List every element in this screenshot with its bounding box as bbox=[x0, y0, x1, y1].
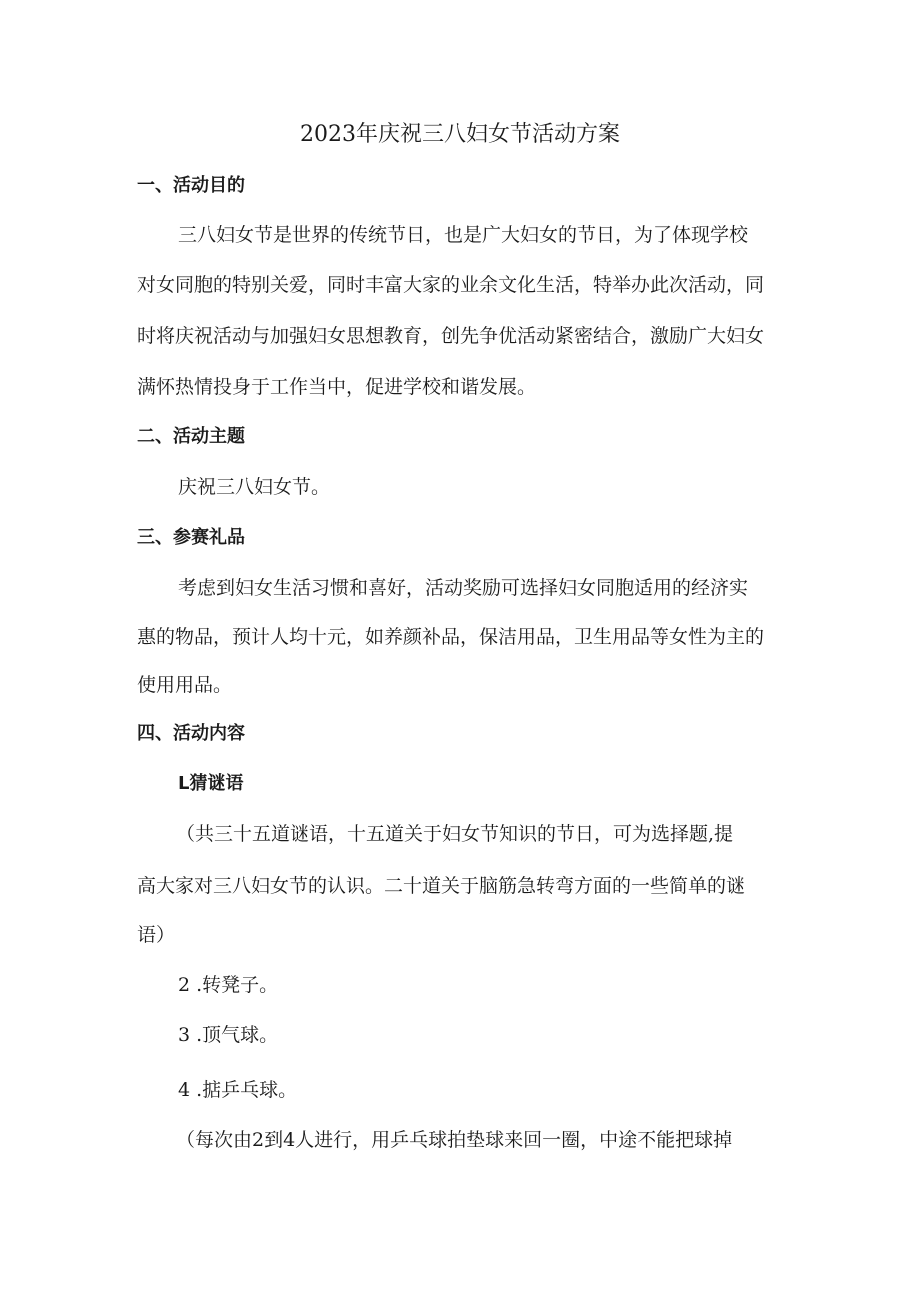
subheading-riddles: L猜谜语 bbox=[178, 773, 244, 794]
paragraph-line: 惠的物品，预计人均十元，如养颜补品，保洁用品，卫生用品等女性为主的 bbox=[137, 626, 765, 648]
section-heading-content: 四、活动内容 bbox=[137, 723, 245, 744]
list-item: 3 .顶气球。 bbox=[178, 1024, 279, 1046]
paragraph-line: （共三十五道谜语，十五道关于妇女节知识的节日，可为选择题,提 bbox=[176, 823, 734, 845]
list-item: 4 .掂乒乓球。 bbox=[178, 1079, 298, 1101]
paragraph-line: （每次由2到4人进行，用乒乓球拍垫球来回一圈，中途不能把球掉 bbox=[176, 1129, 733, 1151]
paragraph-line: 考虑到妇女生活习惯和喜好，活动奖励可选择妇女同胞适用的经济实 bbox=[178, 577, 749, 599]
paragraph-line: 对女同胞的特别关爱，同时丰富大家的业余文化生活，特举办此次活动，同 bbox=[137, 274, 765, 296]
document-title: 2023年庆祝三八妇女节活动方案 bbox=[300, 122, 620, 147]
section-heading-prizes: 三、参赛礼品 bbox=[137, 527, 245, 548]
paragraph-line: 使用用品。 bbox=[137, 674, 233, 696]
section-heading-purpose: 一、活动目的 bbox=[137, 175, 245, 196]
paragraph-line: 语） bbox=[137, 924, 176, 946]
paragraph-line: 高大家对三八妇女节的认识。二十道关于脑筋急转弯方面的一些简单的谜 bbox=[137, 875, 746, 897]
paragraph-line: 时将庆祝活动与加强妇女思想教育，创先争优活动紧密结合，激励广大妇女 bbox=[137, 325, 765, 347]
paragraph-line: 满怀热情投身于工作当中，促进学校和谐发展。 bbox=[137, 376, 537, 398]
paragraph-line: 三八妇女节是世界的传统节日，也是广大妇女的节日，为了体现学校 bbox=[178, 224, 749, 246]
section-heading-theme: 二、活动主题 bbox=[137, 426, 245, 447]
paragraph-line: 庆祝三八妇女节。 bbox=[178, 476, 331, 498]
list-item: 2 .转凳子。 bbox=[178, 974, 279, 996]
